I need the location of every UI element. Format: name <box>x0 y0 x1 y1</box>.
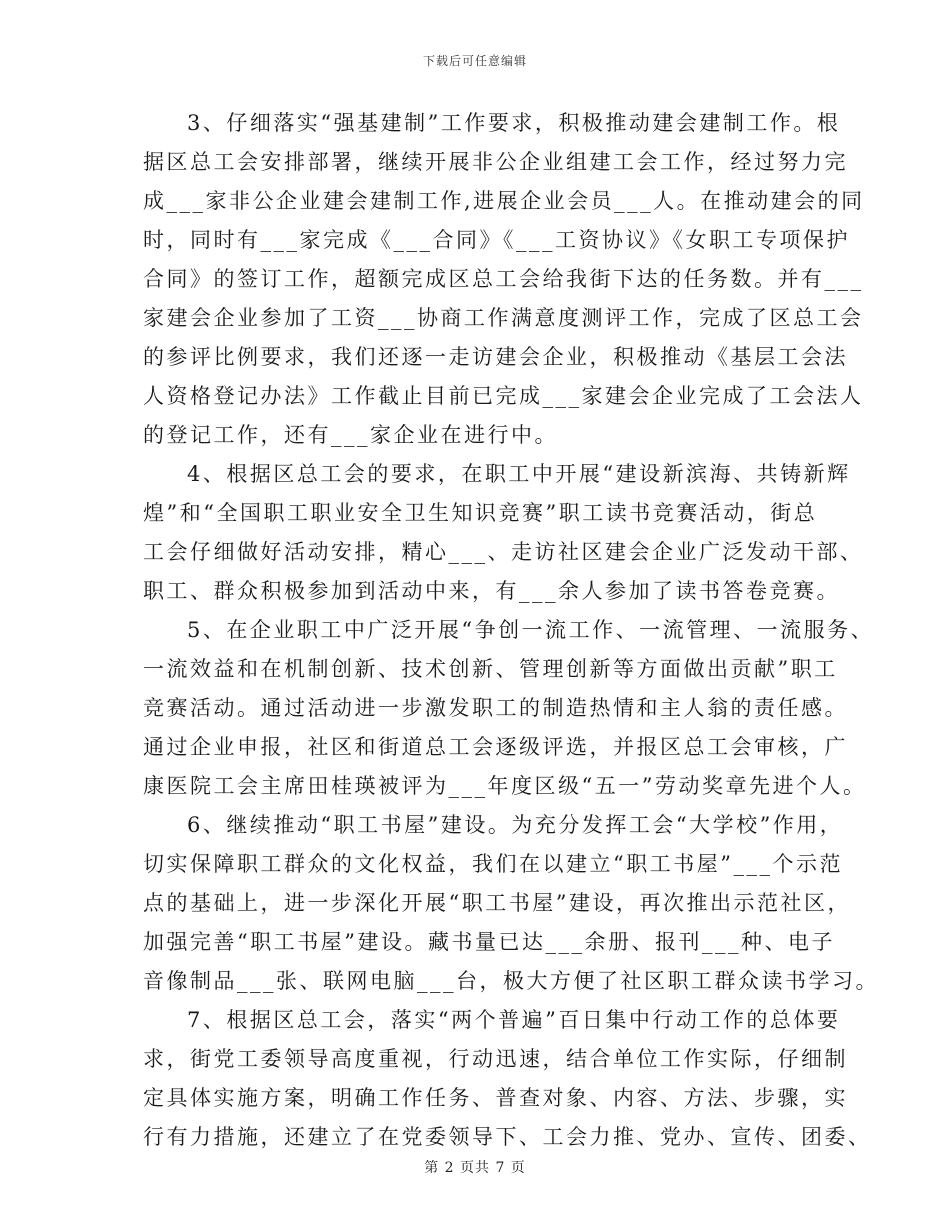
text-line: 6、继续推动“职工书屋”建设。为充分发挥工会“大学校”作用， <box>187 813 844 837</box>
text-line: 点的基础上，进一步深化开展“职工书屋”建设，再次推出示范社区， <box>143 891 851 915</box>
text-line: 通过企业申报，社区和街道总工会逐级评选，并报区总工会审核，广 <box>143 735 848 759</box>
text-line: 的参评比例要求，我们还逐一走访建会企业，积极推动《基层工会法 <box>143 345 848 369</box>
text-line: 人资格登记办法》工作截止目前已完成___家建会企业完成了工会法人 <box>143 384 864 408</box>
text-line: 工会仔细做好活动安排，精心___、走访社区建会企业广泛发动干部、 <box>143 540 864 564</box>
text-line: 一流效益和在机制创新、技术创新、管理创新等方面做出贡献”职工 <box>143 657 838 681</box>
text-line: 合同》的签订工作，超额完成区总工会给我街下达的任务数。并有___ <box>143 267 864 291</box>
text-line: 定具体实施方案，明确工作任务、普查对象、内容、方法、步骤，实 <box>143 1086 848 1110</box>
text-line: 3、仔细落实“强基建制”工作要求，积极推动建会建制工作。根 <box>187 111 841 135</box>
document-body <box>143 104 879 1157</box>
text-line: 的登记工作，还有___家企业在进行中。 <box>143 423 558 447</box>
page-footer: 第 2 页共 7 页 <box>424 1160 526 1176</box>
text-line: 4、根据区总工会的要求，在职工中开展“建设新滨海、共铸新辉 <box>187 462 851 486</box>
text-line: 成___家非公企业建会建制工作,进展企业会员___人。在推动建会的同 <box>143 189 865 213</box>
text-line: 求，街党工委领导高度重视，行动迅速，结合单位工作实际，仔细制 <box>143 1047 848 1071</box>
text-line: 音像制品___张、联网电脑___台，极大方便了社区职工群众读书学习。 <box>143 969 879 993</box>
text-line: 职工、群众积极参加到活动中来，有___余人参加了读书答卷竞赛。 <box>143 579 840 603</box>
text-line: 时，同时有___家完成《___合同》《___工资协议》《女职工专项保护 <box>143 228 850 252</box>
text-line: 康医院工会主席田桂瑛被评为___年度区级“五一”劳动奖章先进个人。 <box>143 774 867 798</box>
text-line: 切实保障职工群众的文化权益，我们在以建立“职工书屋”___个示范 <box>143 852 843 876</box>
page-header: 下载后可任意编辑 <box>422 54 527 68</box>
text-line: 7、根据区总工会，落实“两个普遍”百日集中行动工作的总体要 <box>187 1008 841 1032</box>
text-line: 5、在企业职工中广泛开展“争创一流工作、一流管理、一流服务、 <box>187 618 875 642</box>
text-line: 家建会企业参加了工资___协商工作满意度测评工作，完成了区总工会 <box>143 306 864 330</box>
text-line: 竞赛活动。通过活动进一步激发职工的制造热情和主人翁的责任感。 <box>143 696 848 720</box>
text-line: 据区总工会安排部署，继续开展非公企业组建工会工作，经过努力完 <box>143 150 848 174</box>
text-line: 加强完善“职工书屋”建设。藏书量已达___余册、报刊___种、电子 <box>143 930 835 954</box>
text-line: 煌”和“全国职工职业安全卫生知识竞赛”职工读书竞赛活动，街总 <box>143 501 818 525</box>
text-line: 行有力措施，还建立了在党委领导下、工会力推、党办、宣传、团委、 <box>143 1125 872 1149</box>
